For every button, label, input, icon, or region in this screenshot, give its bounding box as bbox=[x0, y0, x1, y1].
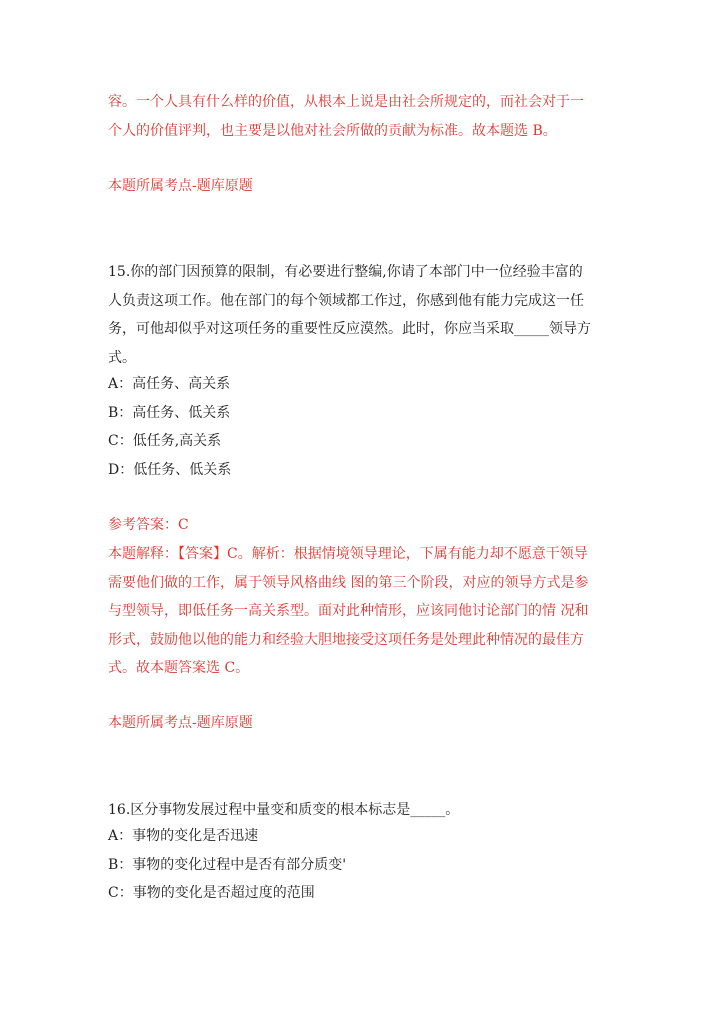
q15-explanation-line: 式。故本题答案选 C。 bbox=[108, 660, 250, 676]
q16-option-c: C：事物的变化是否超过度的范围 bbox=[108, 885, 315, 901]
q15-explanation-line: 本题解释：【答案】C。解析：根据情境领导理论，下属有能力却不愿意干领导 bbox=[108, 546, 588, 562]
prev-explanation-tail bbox=[108, 88, 618, 145]
q16-options bbox=[108, 822, 618, 908]
q15-stem-line: 式。 bbox=[108, 349, 136, 366]
q15-stem-line: 15.你的部门因预算的限制，有必要进行整编,你请了本部门中一位经验丰富的 bbox=[108, 264, 583, 280]
prev-explanation-line: 个人的价值评判，也主要是以他对社会所做的贡献为标准。故本题选 B。 bbox=[108, 122, 557, 139]
q15-explanation-line: 与型领导，即低任务一高关系型。面对此种情形，应该同他讨论部门的情 况和 bbox=[108, 603, 589, 619]
q16-stem: 16.区分事物发展过程中量变和质变的根本标志是_____。 bbox=[108, 802, 460, 818]
q15-explanation-line: 形式，鼓励他以他的能力和经验大胆地接受这项任务是处理此种情况的最佳方 bbox=[108, 631, 584, 648]
q15-answer: 参考答案：C bbox=[108, 517, 189, 533]
q15-stem-line: 人负责这项工作。他在部门的每个领域都工作过，你感到他有能力完成这一任 bbox=[108, 292, 584, 309]
q16-option-a: A：事物的变化是否迅速 bbox=[108, 828, 259, 844]
q15-stem bbox=[108, 258, 618, 372]
q15-option-d: D：低任务、低关系 bbox=[108, 461, 232, 478]
prev-source-tag: 本题所属考点-题库原题 bbox=[108, 178, 253, 194]
q15-options bbox=[108, 370, 618, 484]
q15-option-c: C：低任务,高关系 bbox=[108, 433, 222, 449]
q15-source-tag: 本题所属考点-题库原题 bbox=[108, 715, 253, 731]
prev-explanation-line: 容。一个人具有什么样的价值，从根本上说是由社会所规定的，而社会对于一 bbox=[108, 94, 584, 110]
q16-option-b: B：事物的变化过程中是否有部分质变' bbox=[108, 856, 347, 873]
q15-option-b: B：高任务、低关系 bbox=[108, 404, 231, 421]
q15-explanation bbox=[108, 540, 618, 683]
q15-option-a: A：高任务、高关系 bbox=[108, 376, 231, 392]
q15-stem-line: 务，可他却似乎对这项任务的重要性反应漠然。此时，你应当采取_____领导方 bbox=[108, 321, 591, 337]
q15-explanation-line: 需要他们做的工作，属于领导风格曲线 图的第三个阶段，对应的领导方式是参 bbox=[108, 574, 589, 591]
